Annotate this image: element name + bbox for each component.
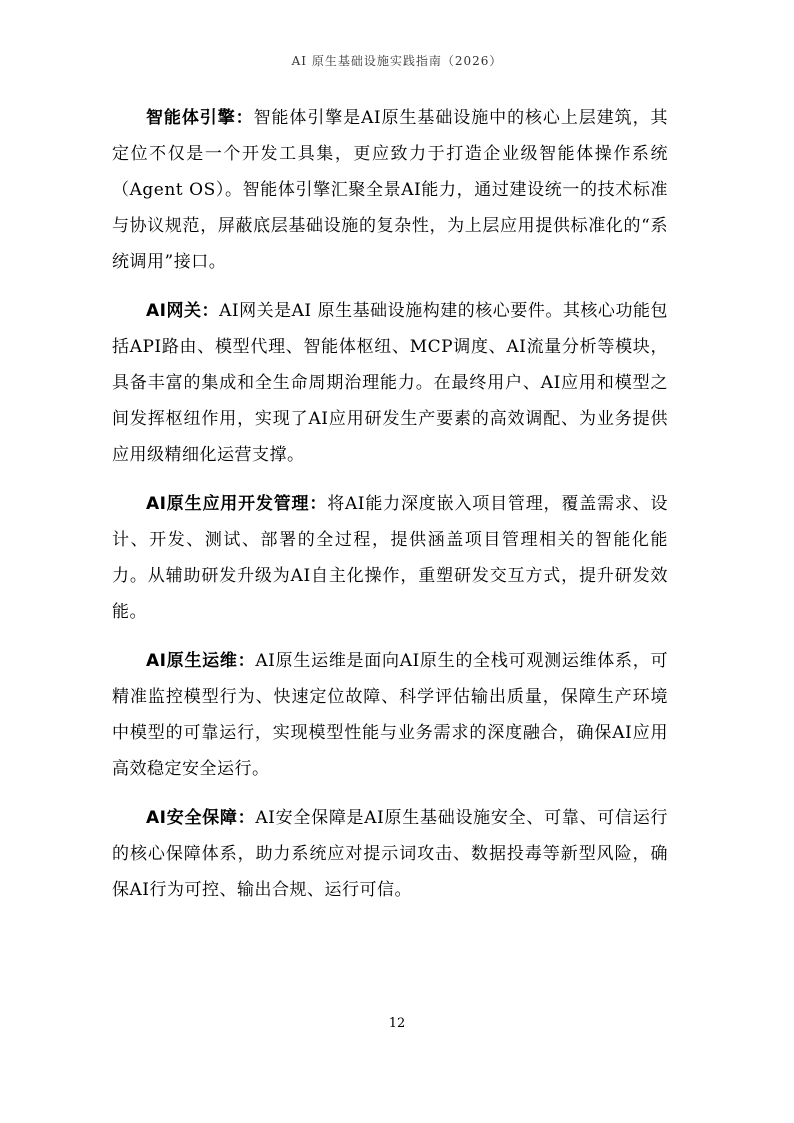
paragraph-agent-engine <box>112 100 668 280</box>
body-agent-engine: 智能体引擎是AI原生基础设施中的核心上层建筑，其定位不仅是一个开发工具集，更应致力于打造企业级智能体操作系统（Agent OS）。智能体引擎汇聚全景AI能力，通过建设统一的技术标准与协议规范，屏蔽底层基础设施的复杂性，为上层应用提供标准化的“系统调用”接口。 <box>112 108 668 272</box>
term-ai-security: AI安全保障： <box>146 808 256 828</box>
body-ai-native-ops: AI原生运维是面向AI原生的全栈可观测运维体系，可精准监控模型行为、快速定位故障、科学评估输出质量，保障生产环境中模型的可靠运行，实现模型性能与业务需求的深度融合，确保AI应用高效稳定安全运行。 <box>112 651 669 779</box>
term-ai-native-ops: AI原生运维： <box>146 651 256 671</box>
body-ai-native-dev-management: 将AI能力深度嵌入项目管理，覆盖需求、设计、开发、测试、部署的全过程，提供涵盖项目管理相关的智能化能力。从辅助研发升级为AI自主化操作，重塑研发交互方式，提升研发效能。 <box>112 494 668 622</box>
page-number: 12 <box>388 1016 406 1031</box>
term-ai-gateway: AI网关： <box>146 301 220 321</box>
paragraph-ai-native-ops <box>112 643 668 787</box>
paragraph-ai-security <box>112 800 668 908</box>
paragraph-ai-native-dev-management <box>112 486 668 630</box>
paragraph-ai-gateway <box>112 293 668 473</box>
body-ai-security: AI安全保障是AI原生基础设施安全、可靠、可信运行的核心保障体系，助力系统应对提示词攻击、数据投毒等新型风险，确保AI行为可控、输出合规、运行可信。 <box>112 808 669 900</box>
page-header: AI 原生基础设施实践指南（2026） <box>291 54 503 68</box>
term-agent-engine: 智能体引擎： <box>146 108 254 128</box>
term-ai-native-dev-management: AI原生应用开发管理： <box>146 494 328 514</box>
body-ai-gateway: AI网关是AI 原生基础设施构建的核心要件。其核心功能包括API路由、模型代理、智能体枢纽、MCP调度、AI流量分析等模块，具备丰富的集成和全生命周期治理能力。在最终用户、AI应用和模型之间发挥枢纽作用，实现了AI应用研发生产要素的高效调配、为业务提供应用级精细化运营支撑。 <box>112 301 669 465</box>
document-body <box>112 100 668 921</box>
